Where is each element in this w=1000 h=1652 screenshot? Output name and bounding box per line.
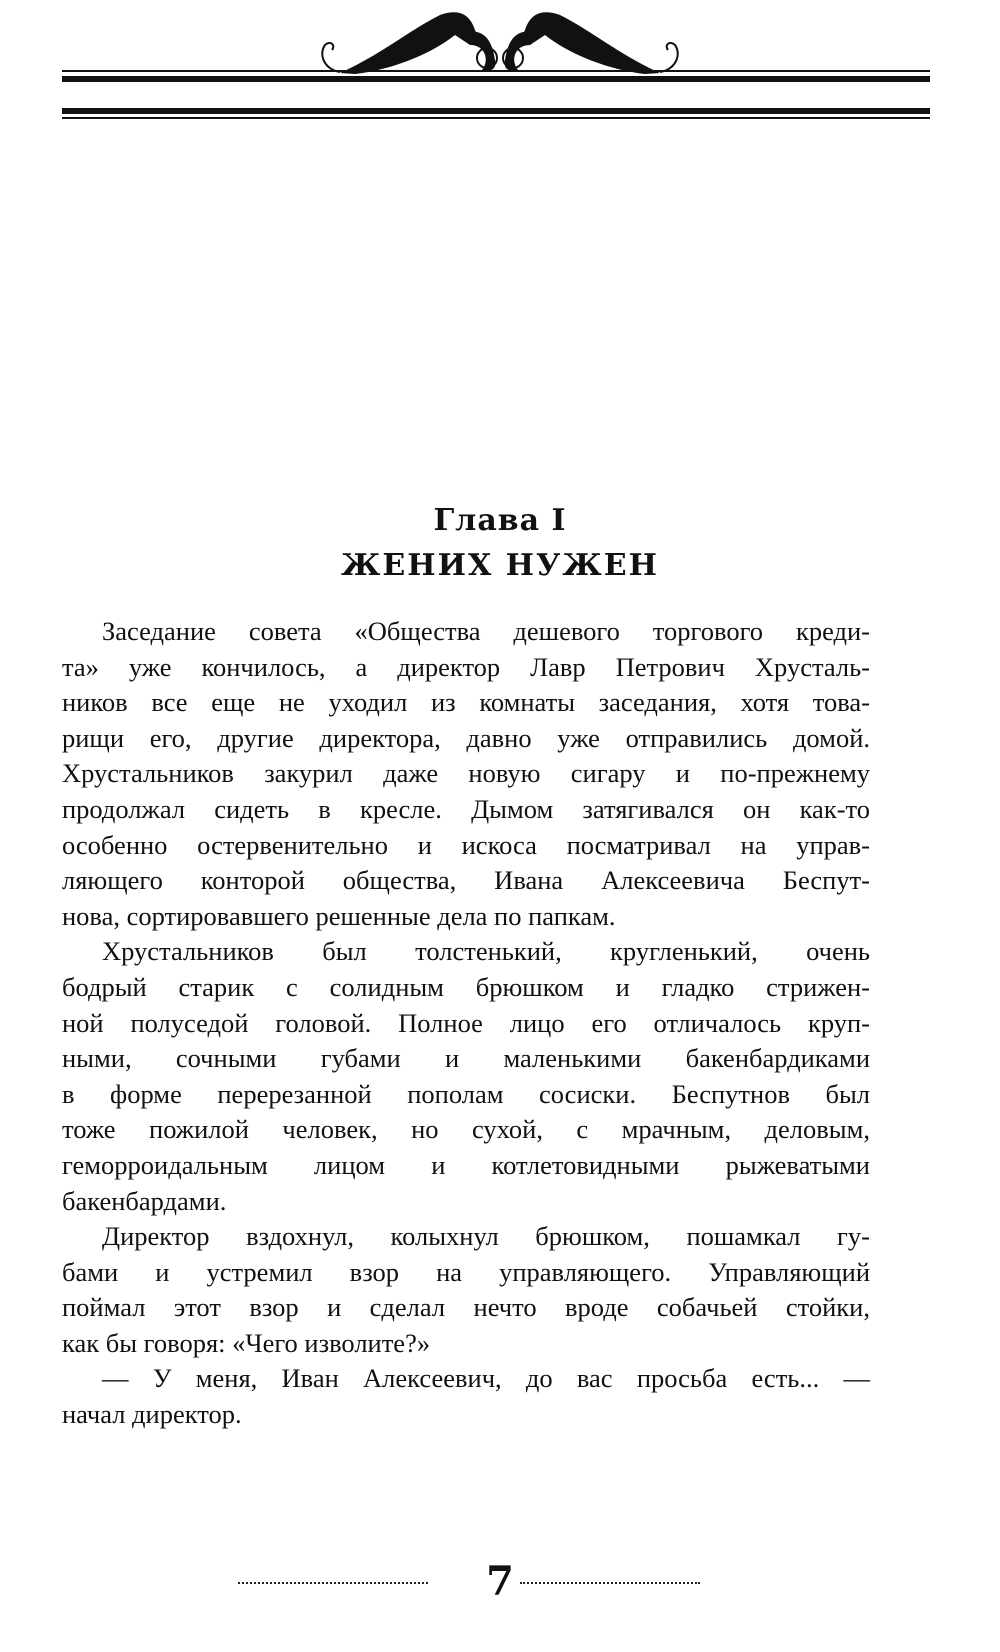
text-line: Хрустальников был толстенький, кругленький, очень bbox=[102, 936, 870, 967]
paragraph bbox=[62, 934, 870, 1219]
text-line: та» уже кончилось, а директор Лавр Петрович Хрусталь- bbox=[62, 651, 870, 682]
header-ornament bbox=[0, 0, 1000, 130]
text-line: ников все еще не уходил из комнаты заседания, хотя това- bbox=[62, 687, 870, 718]
text-line: продолжал сидеть в кресле. Дымом затягивался он как-то bbox=[62, 793, 870, 824]
text-line: — У меня, Иван Алексеевич, до вас просьба есть... — bbox=[102, 1363, 870, 1394]
text-line: рищи его, другие директора, давно уже отправились домой. bbox=[62, 722, 870, 753]
text-line: ными, сочными губами и маленькими бакенбардиками bbox=[62, 1043, 870, 1074]
chapter-number: Глава I bbox=[433, 503, 567, 538]
text-line: начал директор. bbox=[62, 1399, 242, 1430]
text-line: геморроидальным лицом и котлетовидными рыжеватыми bbox=[62, 1149, 870, 1180]
text-line: бакенбардами. bbox=[62, 1185, 227, 1216]
text-line: в форме перерезанной пополам сосиски. Беспутнов был bbox=[62, 1078, 870, 1109]
text-line: Хрустальников закурил даже новую сигару и по-прежнему bbox=[62, 758, 870, 789]
text-line: тоже пожилой человек, но сухой, с мрачным, деловым, bbox=[62, 1114, 870, 1145]
text-line: Заседание совета «Общества дешевого торгового креди- bbox=[102, 616, 870, 646]
text-line: бами и устремил взор на управляющего. Управляющий bbox=[62, 1256, 870, 1287]
text-line: особенно остервенительно и искоса посматривал на управ- bbox=[62, 829, 870, 860]
chapter-title: ЖЕНИХ НУЖЕН bbox=[341, 548, 659, 583]
paragraph bbox=[62, 1361, 870, 1432]
text-line: как бы говоря: «Чего изволите?» bbox=[62, 1327, 431, 1358]
paragraph bbox=[62, 614, 870, 934]
page-footer bbox=[0, 1558, 1000, 1608]
paragraph bbox=[62, 1219, 870, 1361]
footer-rule-right bbox=[520, 1582, 700, 1584]
body-text bbox=[62, 614, 870, 1433]
text-line: поймал этот взор и сделал нечто вроде собачьей стойки, bbox=[62, 1292, 870, 1323]
text-line: Директор вздохнул, колыхнул брюшком, пошамкал гу- bbox=[102, 1221, 870, 1252]
text-line: ной полуседой головой. Полное лицо его отличалось круп- bbox=[62, 1007, 870, 1038]
text-line: ляющего конторой общества, Ивана Алексеевича Беспут- bbox=[62, 865, 870, 896]
text-line: нова, сортировавшего решенные дела по папкам. bbox=[62, 900, 616, 931]
page-number: 7 bbox=[486, 1558, 514, 1605]
text-line: бодрый старик с солидным брюшком и гладко стрижен- bbox=[62, 971, 870, 1002]
